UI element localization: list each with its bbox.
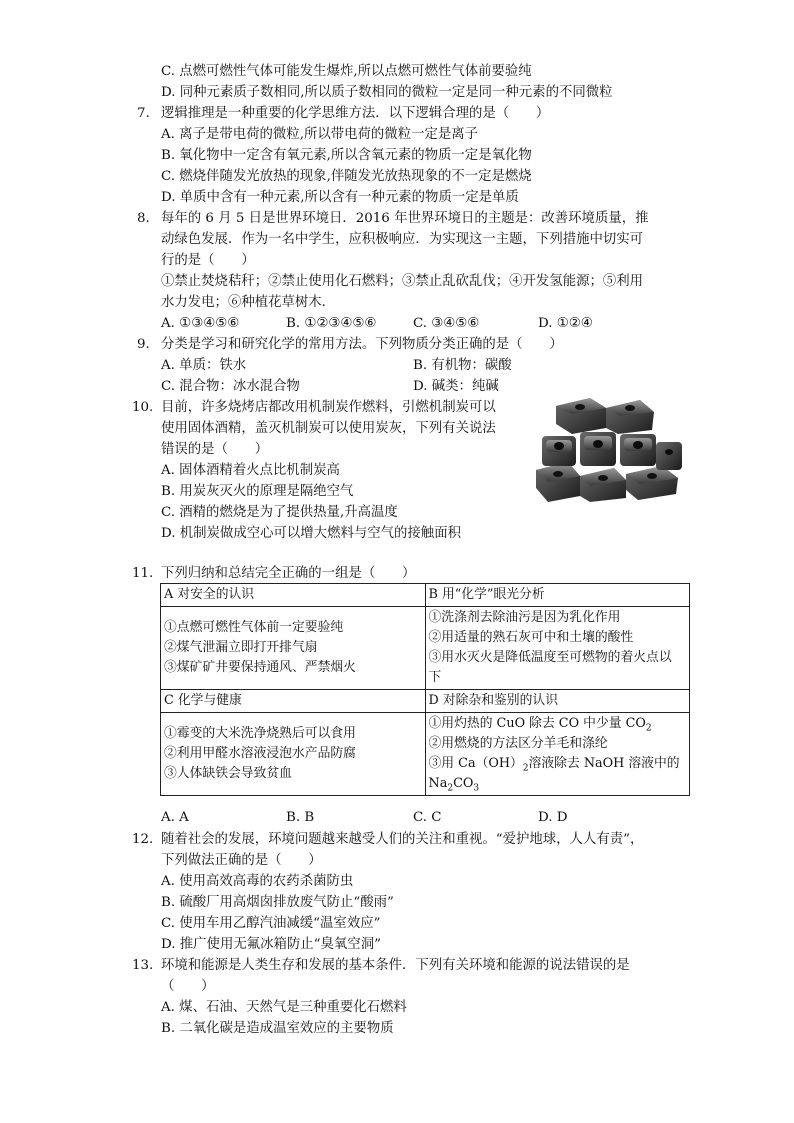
cell-line: ①洗涤剂去除油污是因为乳化作用 — [428, 610, 621, 625]
briquette — [580, 468, 626, 502]
cell-text: ③用 Ca（OH） — [428, 756, 523, 771]
q6-option-c: C. 点燃可燃性气体可能发生爆炸,所以点燃可燃性气体前要验纯 — [161, 64, 532, 79]
briquette — [556, 398, 606, 434]
question-number: 7. — [137, 106, 150, 121]
q7-option-a: A. 离子是带电荷的微粒,所以带电荷的微粒一定是离子 — [161, 127, 479, 142]
q13-stem-line2: （ ） — [161, 979, 215, 994]
q10-option-c: C. 酒精的燃烧是为了提供热量,升高温度 — [161, 505, 398, 520]
q8-option-d: D. ①②④ — [538, 316, 593, 331]
q7-option-b: B. 氧化物中一定含有氧元素,所以含氧元素的物质一定是氧化物 — [161, 148, 532, 163]
q10-stem-line1: 目前，许多烧烤店都改用机制炭作燃料，引燃机制炭可以 — [161, 400, 496, 415]
q8-option-c: C. ③④⑤⑥ — [413, 316, 480, 331]
q7-option-d: D. 单质中含有一种元素,所以含有一种元素的物质一定是单质 — [161, 190, 519, 205]
q12-stem-line2: 下列做法正确的是（ ） — [161, 853, 322, 868]
cell-text: ①用灼热的 CuO 除去 CO 中少量 CO — [428, 716, 646, 731]
cell-line: ③人体缺铁会导致贫血 — [164, 766, 292, 781]
cell-line: ②用燃烧的方法区分羊毛和涤纶 — [428, 736, 608, 751]
subscript: 3 — [473, 783, 480, 794]
table-cell-d-head: D 对除杂和鉴别的认识 — [425, 690, 690, 713]
cell-line — [429, 774, 687, 794]
q8-option-b: B. ①②③④⑤⑥ — [286, 316, 377, 331]
subscript: 2 — [447, 783, 454, 794]
q11-stem: 下列归纳和总结完全正确的一组是（ ） — [161, 566, 416, 581]
q12-option-d: D. 推广使用无氟冰箱防止“臭氧空洞” — [161, 937, 381, 952]
briquette — [542, 436, 576, 466]
q13-stem-line1: 环境和能源是人类生存和发展的基本条件．下列有关环境和能源的说法错误的是 — [161, 958, 630, 973]
briquette — [656, 442, 682, 470]
q10-option-a: A. 固体酒精着火点比机制炭高 — [161, 463, 340, 478]
q7-option-c: C. 燃烧伴随发光放热的现象,伴随发光放热现象的不一定是燃烧 — [161, 169, 532, 184]
cell-line: ③煤矿矿井要保持通风、严禁烟火 — [164, 660, 356, 675]
subscript: 2 — [522, 763, 529, 774]
q10-stem-line3: 错误的是（ ） — [161, 442, 269, 457]
q11-option-c: C. C — [413, 810, 442, 825]
table-cell-c — [161, 713, 426, 796]
q8-list-line2: 水力发电；⑥种植花草树木． — [161, 295, 336, 310]
q6-option-d: D. 同种元素质子数相同,所以质子数相同的微粒一定是同一种元素的不同微粒 — [161, 85, 613, 100]
q8-list-line1: ①禁止焚烧秸秆；②禁止使用化石燃料；③禁止乱砍乱伐；④开发氢能源；⑤利用 — [161, 274, 644, 289]
q11-table — [160, 583, 690, 796]
q8-option-a: A. ①③④⑤⑥ — [161, 316, 240, 331]
question-number: 13. — [132, 958, 154, 973]
question-number: 8. — [137, 211, 150, 226]
briquette — [580, 432, 616, 466]
q8-stem-line2: 动绿色发展．作为一名中学生，应积极响应．为实现这一主题，下列措施中切实可 — [161, 232, 644, 247]
cell-line — [429, 754, 687, 774]
briquette — [606, 400, 654, 434]
q10-stem-line2: 使用固体酒精，盖灭机制炭可以使用炭灰，下列有关说法 — [161, 421, 496, 436]
charcoal-briquettes-image — [528, 392, 686, 504]
cell-line: ②煤气泄漏立即打开排气扇 — [164, 640, 318, 655]
q7-stem: 逻辑推理是一种重要的化学思维方法．以下逻辑合理的是（ ） — [161, 106, 550, 121]
question-number: 11. — [132, 566, 154, 581]
cell-text: 溶液除去 NaOH 溶液中的 — [528, 756, 680, 771]
q9-stem: 分类是学习和研究化学的常用方法。下列物质分类正确的是（ ） — [161, 337, 563, 352]
question-number: 10. — [132, 400, 154, 415]
table-cell-a — [161, 607, 426, 690]
briquette — [536, 462, 580, 502]
table-cell-c-head: C 化学与健康 — [161, 690, 426, 713]
cell-line: ②用适量的熟石灰可中和土壤的酸性 — [428, 630, 634, 645]
cell-line: ①霉变的大米洗净烧熟后可以食用 — [164, 726, 356, 741]
q9-option-c: C. 混合物：冰水混合物 — [161, 379, 300, 394]
table-cell-b-head: B 用“化学”眼光分析 — [425, 584, 690, 607]
question-number: 9. — [137, 337, 150, 352]
briquette — [626, 466, 678, 500]
cell-text: CO — [453, 776, 474, 791]
cell-text: Na — [428, 776, 448, 791]
q10-option-d: D. 机制炭做成空心可以增大燃料与空气的接触面积 — [161, 526, 461, 541]
cell-line: ③用水灭火是降低温度至可燃物的着火点以 — [428, 650, 672, 665]
q9-option-b: B. 有机物：碳酸 — [413, 358, 512, 373]
q10-option-b: B. 用炭灰灭火的原理是隔绝空气 — [161, 484, 354, 499]
q11-option-a: A. A — [161, 810, 189, 825]
q12-option-c: C. 使用车用乙醇汽油减缓“温室效应” — [161, 916, 381, 931]
briquette — [620, 434, 656, 466]
q9-option-a: A. 单质：铁水 — [161, 358, 247, 373]
subscript: 2 — [645, 723, 652, 734]
q12-option-b: B. 硫酸厂用高烟囱排放废气防止“酸雨” — [161, 895, 394, 910]
q11-option-b: B. B — [286, 810, 315, 825]
cell-line — [429, 714, 687, 734]
q13-option-a: A. 煤、石油、天然气是三种重要化石燃料 — [161, 1000, 407, 1015]
table-cell-b — [425, 607, 690, 690]
q12-option-a: A. 使用高效高毒的农药杀菌防虫 — [161, 874, 354, 889]
q12-stem-line1: 随着社会的发展，环境问题越来越受人们的关注和重视。“爱护地球，人人有责”， — [161, 832, 644, 847]
q8-stem-line1: 每年的 6 月 5 日是世界环境日．2016 年世界环境日的主题是：改善环境质量，推 — [161, 211, 649, 226]
cell-line: ②利用甲醛水溶液浸泡水产品防腐 — [164, 746, 356, 761]
q11-option-d: D. D — [538, 810, 568, 825]
cell-line: ①点燃可燃性气体前一定要验纯 — [164, 620, 344, 635]
q9-option-d: D. 碱类：纯碱 — [413, 379, 499, 394]
question-number: 12. — [132, 832, 154, 847]
table-cell-d — [425, 713, 690, 796]
q13-option-b: B. 二氧化碳是造成温室效应的主要物质 — [161, 1021, 394, 1036]
q8-stem-line3: 行的是（ ） — [161, 253, 255, 268]
table-cell-a-head: A 对安全的认识 — [161, 584, 426, 607]
cell-line: 下 — [428, 670, 442, 685]
